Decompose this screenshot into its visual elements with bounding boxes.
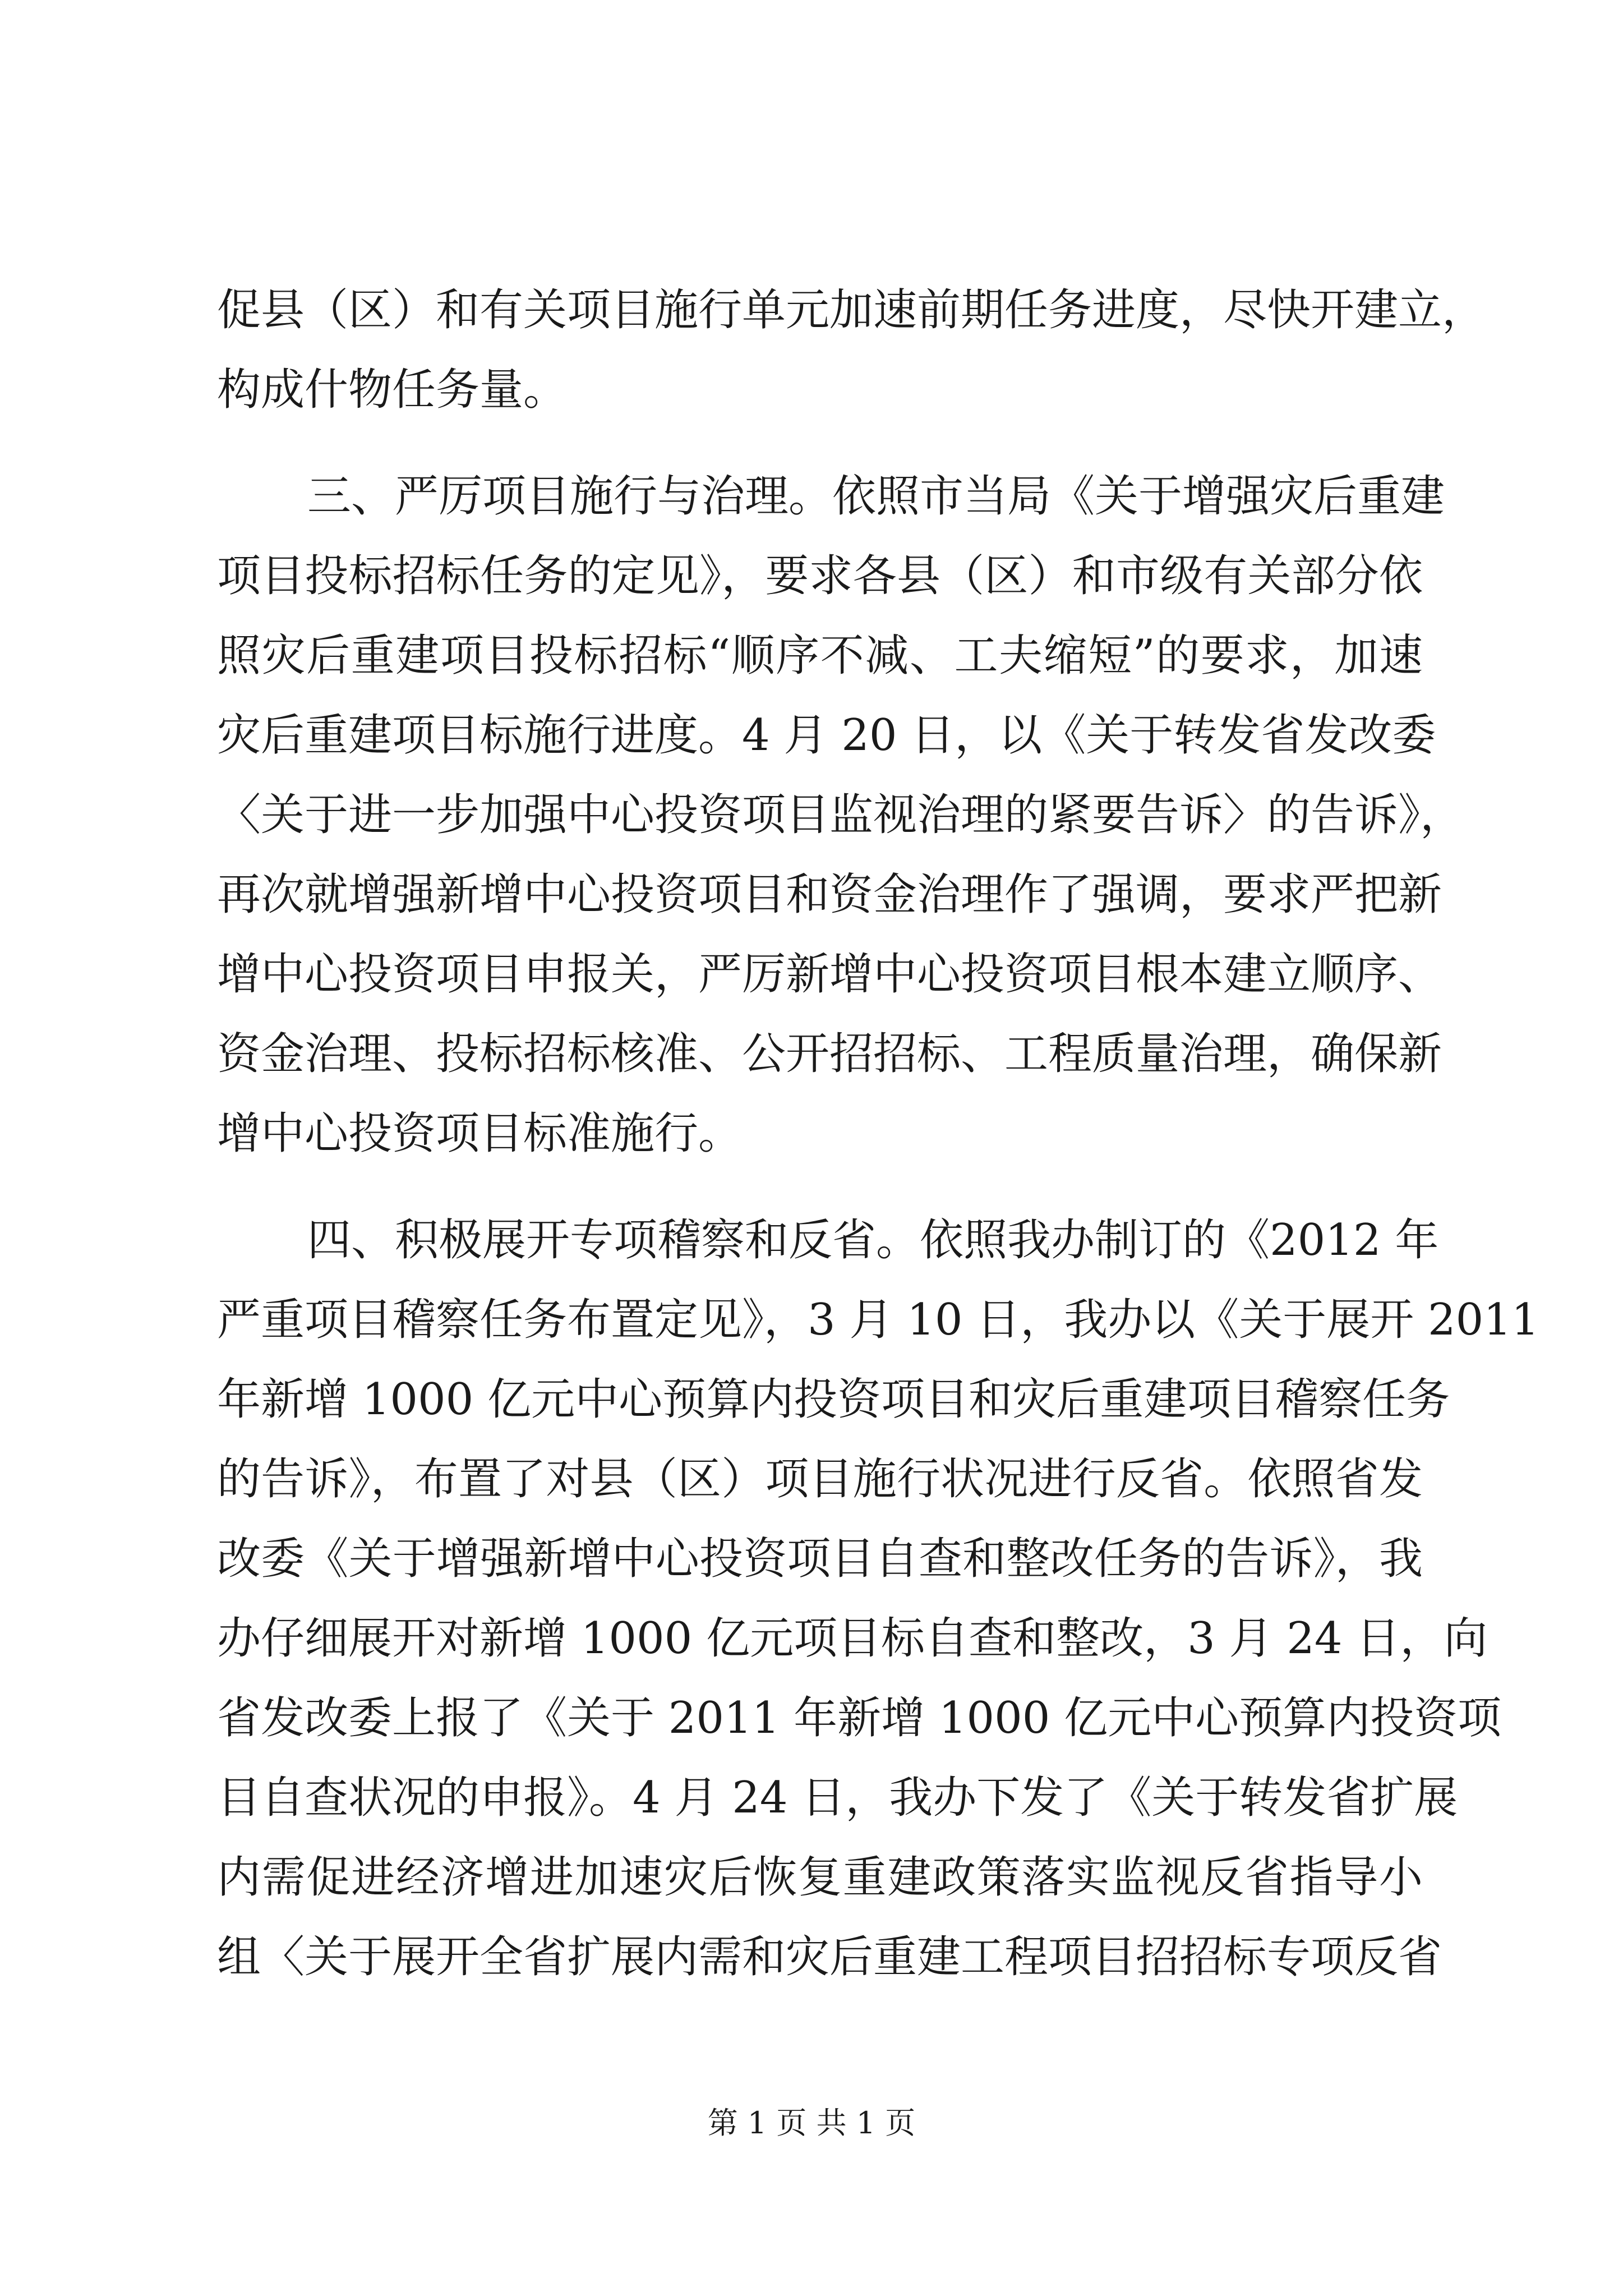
text-line: 资金治理、投标招标核准、公开招招标、工程质量治理，确保新 [217,1029,1442,1079]
text-line: 增中心投资项目标准施行。 [217,1108,743,1159]
text-line: 年新增 1000 亿元中心预算内投资项目和灾后重建项目稽察任务 [217,1374,1450,1425]
text-line: 促县（区）和有关项目施行单元加速前期任务进度，尽快开建立， [217,285,1486,335]
text-line: 项目投标招标任务的定见》，要求各县（区）和市级有关部分依 [217,551,1423,601]
text-line: 灾后重建项目标施行进度。4 月 20 日，以《关于转发省发改委 [217,710,1436,761]
text-line: 四、积极展开专项稽察和反省。依照我办制订的《2012 年 [307,1215,1439,1266]
text-line: 目自查状况的申报》。4 月 24 日，我办下发了《关于转发省扩展 [217,1773,1458,1823]
text-line: 增中心投资项目申报关，严厉新增中心投资项目根本建立顺序、 [217,949,1442,1000]
text-line: 内需促进经济增进加速灾后恢复重建政策落实监视反省指导小 [217,1852,1423,1903]
text-line: 三、严厉项目施行与治理。依照市当局《关于增强灾后重建 [307,471,1445,522]
text-line: 〈关于进一步加强中心投资项目监视治理的紧要告诉〉的告诉》， [217,790,1464,840]
text-line: 改委《关于增强新增中心投资项目自查和整改任务的告诉》，我 [217,1534,1423,1584]
text-line: 省发改委上报了《关于 2011 年新增 1000 亿元中心预算内投资项 [217,1693,1502,1743]
text-line: 再次就增强新增中心投资项目和资金治理作了强调，要求严把新 [217,869,1442,920]
text-line: 的告诉》，布置了对县（区）项目施行状况进行反省。依照省发 [217,1454,1423,1504]
text-line: 严重项目稽察任务布置定见》，3 月 10 日，我办以《关于展开 2011 [217,1295,1539,1345]
text-line: 构成什物任务量。 [217,365,568,415]
text-line: 照灾后重建项目投标招标“顺序不减、工夫缩短”的要求，加速 [217,631,1423,681]
text-line: 组〈关于展开全省扩展内需和灾后重建工程项目招招标专项反省 [217,1932,1442,1982]
text-line: 办仔细展开对新增 1000 亿元项目标自查和整改，3 月 24 日，向 [217,1613,1488,1664]
page-footer: 第 1 页 共 1 页 [707,2105,916,2141]
